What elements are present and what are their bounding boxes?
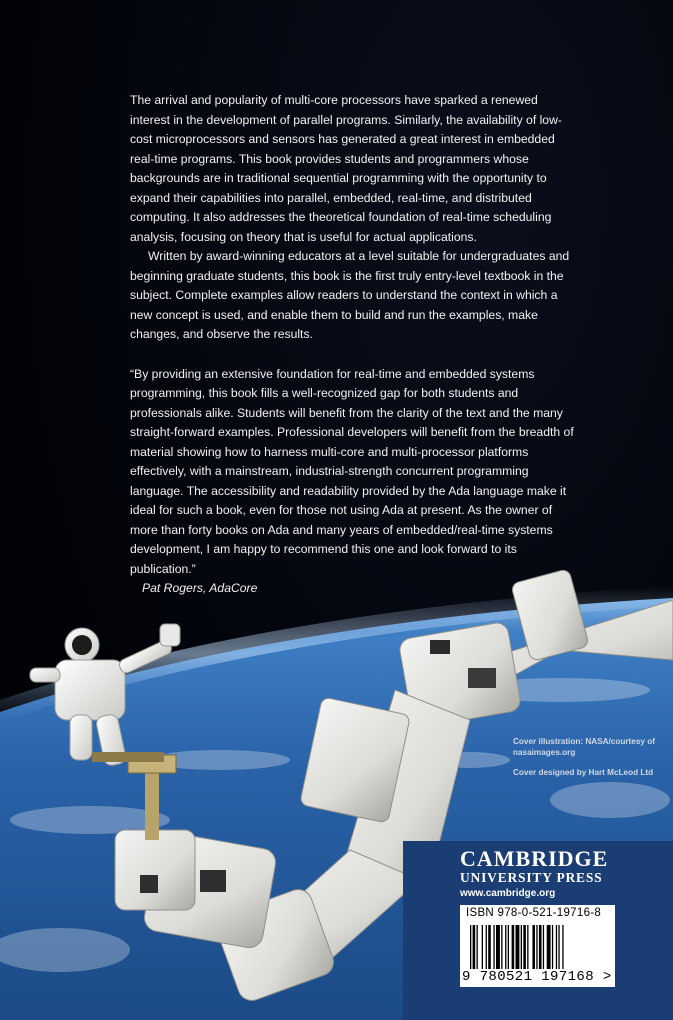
testimonial-quote: “By providing an extensive foundation for real-time and embedded systems programming, this book fills a well-recognized gap for both students and professionals alike. Students will benefit from the clarity of the text and the many straight-forward examples. Professional developers will benefit from the breadth of material showing how to harness multi-core and multi-processor platforms effectively, with a mainstream, industrial-strength concurrent programming language. The accessibility and readability provided by the Ada language make it ideal for such a book, even for those not using Ada at present. As the owner of more than forty books on Ada and many years of embedded/real-time systems development, I am happy to recommend this one and look forward to its publication.” [130, 366, 574, 576]
barcode-bar [536, 925, 537, 969]
barcode-bar [505, 925, 506, 969]
barcode-bar [496, 925, 500, 969]
barcode-bar [556, 925, 557, 969]
barcode-bar [486, 925, 487, 969]
barcode-bar [552, 925, 553, 969]
publisher-name: CAMBRIDGE [460, 846, 609, 871]
publisher-subtitle: UNIVERSITY PRESS [460, 870, 603, 885]
cover-credits [513, 736, 663, 787]
isbn-label: ISBN 978-0-521-19716-8 [466, 907, 602, 919]
publisher-block [403, 841, 673, 1020]
isbn-barcode-panel [460, 905, 615, 987]
barcode-bar [527, 925, 528, 969]
barcode-bar [488, 925, 491, 969]
barcode-bar [547, 925, 551, 969]
publisher-url: www.cambridge.org [460, 888, 556, 899]
barcode-digits: 9 780521 197168 > [462, 969, 612, 985]
barcode-bar [508, 925, 509, 969]
barcode-bar [543, 925, 544, 969]
barcode-bar [477, 925, 478, 969]
barcode-bar [512, 925, 515, 969]
barcode-bar [539, 925, 542, 969]
blurb-paragraph-1: The arrival and popularity of multi-core processors have sparked a renewed interest in the development of parallel programs. Similarly, the availability of low-cost microprocessors and sensors has generated a great interest in embedded real-time programs. This book provides students and programmers whose backgrounds are in traditional sequential programming with the opportunity to expand their capabilities into parallel, embedded, real-time, and distributed computing. It also addresses the theoretical foundation of real-time scheduling analysis, focusing on theory that is useful for actual applications. [130, 93, 562, 244]
barcode-bar [501, 925, 502, 969]
illustration-credit: Cover illustration: NASA/courtesy of nasaimages.org [513, 737, 655, 757]
testimonial-attribution: Pat Rogers, AdaCore [142, 581, 258, 595]
barcode-bar [558, 925, 559, 969]
barcode-bar [532, 925, 535, 969]
barcode-bar [493, 925, 494, 969]
barcode-bar [482, 925, 483, 969]
design-credit: Cover designed by Hart McLeod Ltd [513, 768, 654, 777]
barcode-bar [523, 925, 526, 969]
barcode-bar [470, 925, 471, 969]
barcode-bar [516, 925, 520, 969]
back-cover-text [130, 91, 580, 599]
barcode-bar [562, 925, 563, 969]
barcode-bar [473, 925, 476, 969]
blurb-paragraph-2: Written by award-winning educators at a level suitable for undergraduates and beginning graduate students, this book is the first truly entry-level textbook in the subject. Complete examples allow readers to understand the context in which a new concept is used, and enable them to build and run the examples, make changes, and observe the results. [130, 249, 570, 341]
barcode-bar [521, 925, 522, 969]
